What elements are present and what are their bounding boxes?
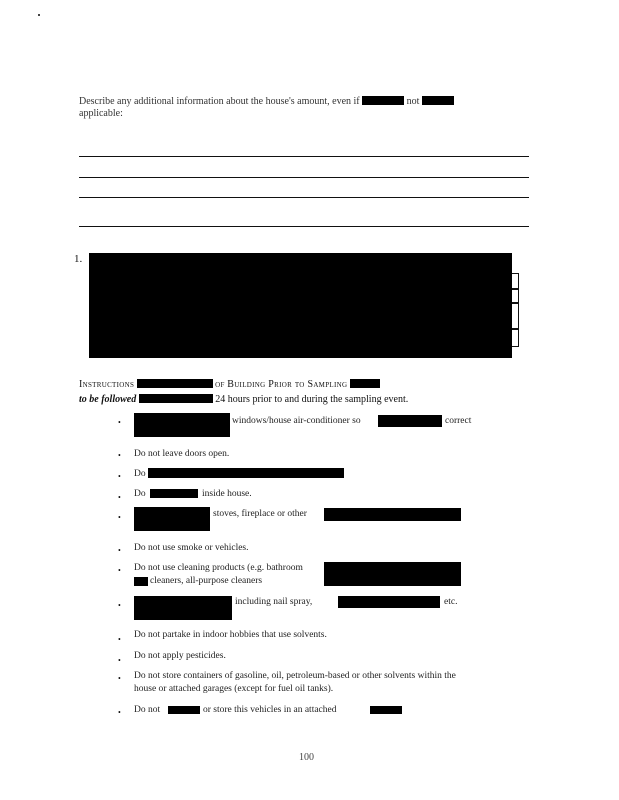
question-text-c: applicable: (79, 108, 123, 119)
bullet-text: Do not partake in indoor hobbies that use solvents. (134, 630, 327, 640)
redaction (137, 379, 213, 388)
instructions-heading (79, 378, 380, 391)
item-number: 1. (74, 253, 83, 265)
redaction (350, 379, 380, 388)
bullet-text: Do not leave doors open. (134, 449, 230, 459)
redaction (139, 394, 213, 403)
instructions-heading-lead: Instructions (79, 379, 135, 390)
answer-line-2 (79, 177, 529, 178)
bullet-text: correct (445, 416, 472, 426)
redaction (168, 706, 200, 714)
bullet-mark: • (118, 635, 121, 644)
instructions-heading-connector: of (215, 379, 225, 390)
redaction (150, 489, 198, 498)
bullet-mark: • (118, 513, 121, 522)
redaction (338, 596, 440, 608)
bullet-mark: • (118, 566, 121, 575)
bullet-text: Do not (134, 705, 161, 715)
question-paragraph (79, 96, 529, 120)
bullet-text: Do (134, 489, 146, 499)
instructions-sub-rest: 24 hours prior to and during the sampling event. (215, 394, 409, 405)
instructions-subheading (79, 393, 408, 406)
bullet-mark: • (118, 451, 121, 460)
redaction (134, 413, 230, 437)
bullet-mark: • (118, 708, 121, 717)
redaction (378, 415, 442, 427)
bullet-text: Do not store containers of gasoline, oil, petroleum-based or other solvents within the house or attached garages (except for fuel oil tanks). (134, 671, 456, 694)
bullet-mark: • (118, 546, 121, 555)
redaction (134, 507, 210, 531)
instructions-sub-lead: to be followed (79, 394, 137, 405)
bullet-mark: • (118, 601, 121, 610)
bullet-mark: • (118, 674, 121, 683)
answer-line-4 (79, 226, 529, 227)
bullet-text: Do not apply pesticides. (134, 651, 226, 661)
redaction (134, 596, 232, 620)
bracket-mark (512, 303, 519, 329)
bullet-text: Do (134, 469, 146, 479)
redaction (370, 706, 402, 714)
question-text-a: Describe any additional information about the house's amount, even if (79, 96, 360, 107)
instructions-heading-title: Building Prior to Sampling (227, 379, 348, 390)
bullet-text: inside house. (202, 489, 252, 499)
bullet-mark: • (118, 493, 121, 502)
bullet-text: cleaners, all-purpose cleaners (150, 576, 263, 586)
redacted-block (89, 253, 512, 358)
bracket-mark (512, 273, 519, 289)
bullet-mark: • (118, 418, 121, 427)
redaction (422, 96, 454, 105)
bracket-mark (512, 329, 519, 347)
bullet-text: or store this vehicles in an attached (203, 705, 337, 715)
scan-speck (38, 14, 40, 16)
bullet-text: etc. (444, 597, 458, 607)
bracket-mark (512, 289, 519, 303)
bullet-text: Do not use cleaning products (e.g. bathroom (134, 563, 303, 573)
redaction (324, 508, 461, 521)
redaction (362, 96, 404, 105)
redaction (134, 577, 148, 586)
bullet-text: windows/house air-conditioner so (232, 416, 361, 426)
page-number: 100 (299, 752, 314, 763)
bullet-mark: • (118, 472, 121, 481)
answer-line-1 (79, 156, 529, 157)
answer-line-3 (79, 197, 529, 198)
bullet-text: Do not use smoke or vehicles. (134, 543, 249, 553)
bullet-text: including nail spray, (235, 597, 313, 607)
bullet-text: stoves, fireplace or other (213, 509, 307, 519)
bullet-mark: • (118, 656, 121, 665)
redaction (148, 468, 344, 478)
question-text-b: not (406, 96, 420, 107)
